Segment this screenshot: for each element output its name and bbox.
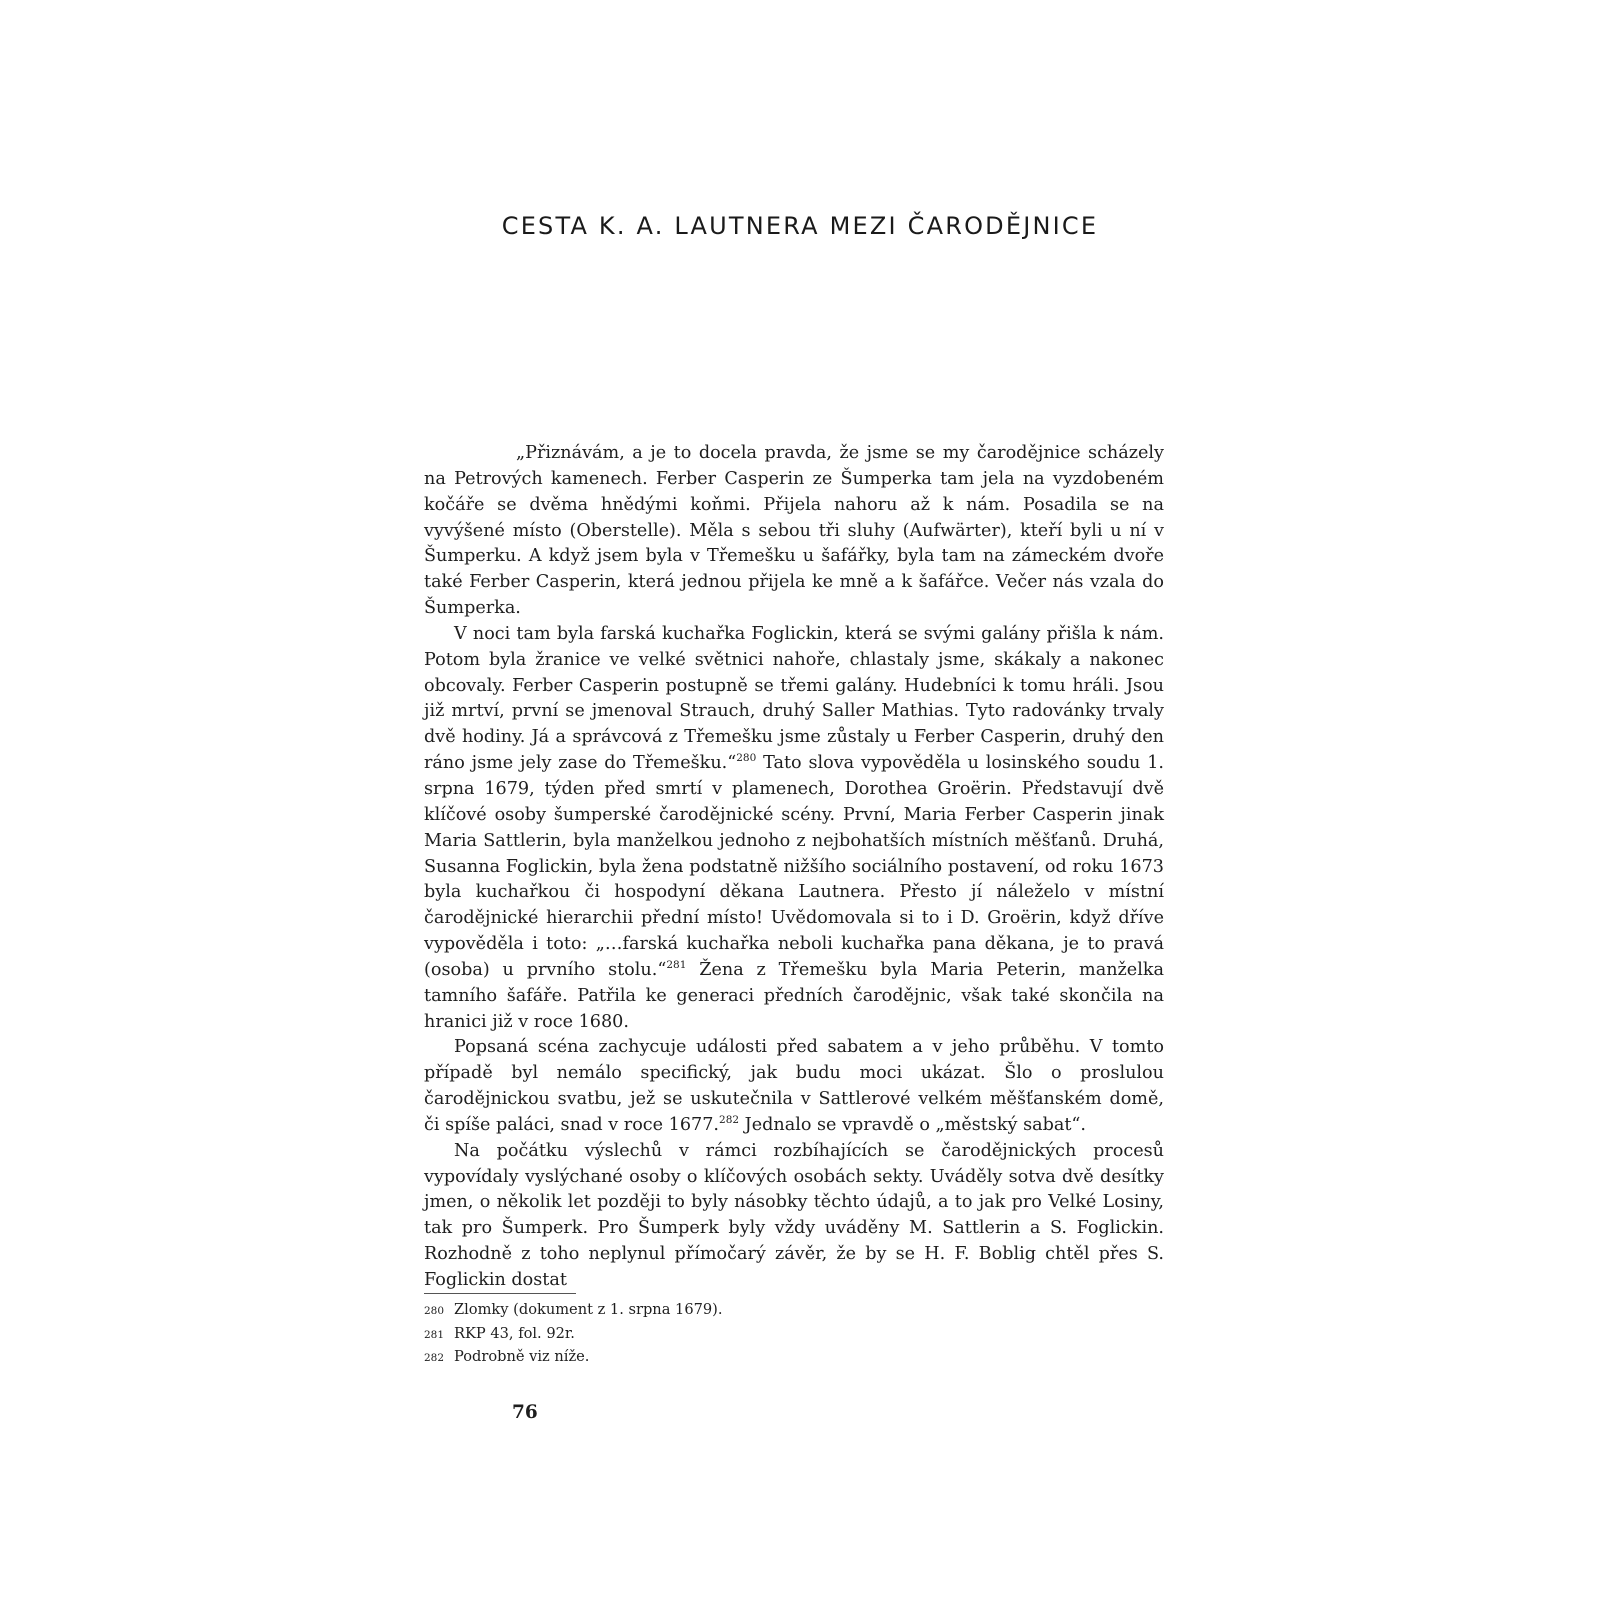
paragraph-3: [424, 1035, 1164, 1138]
footnote-280: [424, 1299, 1164, 1323]
footnote-text: RKP 43, fol. 92r.: [454, 1324, 575, 1342]
paragraph-2-part-2: Tato slova vypověděla u losinského soudu 1. srpna 1679, týden před smrtí v plamenech, Dorothea Groërin. Představují dvě klíčové osoby šumperské čarodějnické scény. První, Maria Ferber Casperin jinak Maria Sattlerin, byla manželkou jednoho z nejbohatších místních měšťanů. Druhá, Susanna Foglickin, byla žena podstatně nižšího sociálního postavení, od roku 1673 byla kuchařkou či hospodyní děkana Lautnera. Přesto jí náleželo v místní čarodějnické hierarchii přední místo! Uvědomovala si to i D. Groërin, když dříve vypověděla i toto: „…farská kuchařka neboli kuchařka pana děkana, je to pravá (osoba) u prvního stolu.“: [424, 753, 1164, 980]
footnote-ref-280[interactable]: 280: [736, 752, 757, 765]
page-title: CESTA K. A. LAUTNERA MEZI ČARODĚJNICE: [501, 212, 1099, 240]
paragraph-2-part-1: V noci tam byla farská kuchařka Foglickin, která se svými galány přišla k nám. Potom byla žranice ve velké světnici nahoře, chlastaly jsme, skákaly a nakonec obcovaly. Ferber Casperin postupně se třemi galány. Hudebníci k tomu hráli. Jsou již mrtví, první se jmenoval Strauch, druhý Saller Mathias. Tyto radovánky trvaly dvě hodiny. Já a správcová z Třemešku jsme zůstaly u Ferber Casperin, druhý den ráno jsme jely zase do Třemešku.“: [424, 623, 1164, 774]
footnotes: [424, 1299, 1164, 1370]
footnote-text: Zlomky (dokument z 1. srpna 1679).: [454, 1301, 723, 1318]
paragraph-4: Na počátku výslechů v rámci rozbíhajících se čarodějnických procesů vypovídaly vyslýchané osoby o klíčových osobách sekty. Uváděly sotva dvě desítky jmen, o několik let později to byly násobky těchto údajů, a to jak pro Velké Losiny, tak pro Šumperk. Pro Šumperk byly vždy uváděny M. Sattlerin a S. Foglickin. Rozhodně z toho neplynul přímočarý závěr, že by se H. F. Boblig chtěl přes S. Foglickin dostat: [424, 1140, 1164, 1290]
footnote-divider: [424, 1293, 576, 1294]
paragraph-3-part-1: Popsaná scéna zachycuje události před sabatem a v jeho průběhu. V tomto případě byl nemálo specifický, jak budu moci ukázat. Šlo o proslulou čarodějnickou svatbu, jež se uskutečnila v Sattlerové velkém měšťanském domě, či spíše paláci, snad v roce 1677.: [424, 1037, 1164, 1135]
footnote-number: 280: [424, 1305, 445, 1317]
footnote-ref-281[interactable]: 281: [666, 958, 687, 971]
main-text: [424, 441, 1164, 1294]
footnote-number: 282: [424, 1352, 445, 1364]
paragraph-3-part-2: Jednalo se vpravdě o „městský sabat“.: [739, 1114, 1087, 1135]
footnote-text: Podrobně viz níže.: [454, 1348, 590, 1365]
footnote-ref-282[interactable]: 282: [719, 1113, 740, 1126]
paragraph-2-part-3: Žena z Třemešku byla Maria Peterin, manželka tamního šafáře. Patřila ke generaci předních čarodějnic, však také skončila na hranici již v roce 1680.: [424, 959, 1164, 1032]
footnote-282: [424, 1346, 1164, 1370]
footnote-281: [424, 1323, 1164, 1347]
paragraph-1: „Přiznávám, a je to docela pravda, že jsme se my čarodějnice scházely na Petrových kamenech. Ferber Casperin ze Šumperka tam jela na vyzdobeném kočáře se dvěma hnědými koňmi. Přijela nahoru až k nám. Posadila se na vyvýšené místo (Oberstelle). Měla s sebou tři sluhy (Aufwärter), kteří byli u ní v Šumperku. A když jsem byla v Třemešku u šafářky, byla tam na zámeckém dvoře také Ferber Casperin, která jednou přijela ke mně a k šafářce. Večer nás vzala do Šumperka.: [424, 443, 1164, 619]
paragraph-2: [424, 622, 1164, 1036]
page-number: 76: [512, 1402, 538, 1423]
footnote-number: 281: [424, 1328, 445, 1341]
